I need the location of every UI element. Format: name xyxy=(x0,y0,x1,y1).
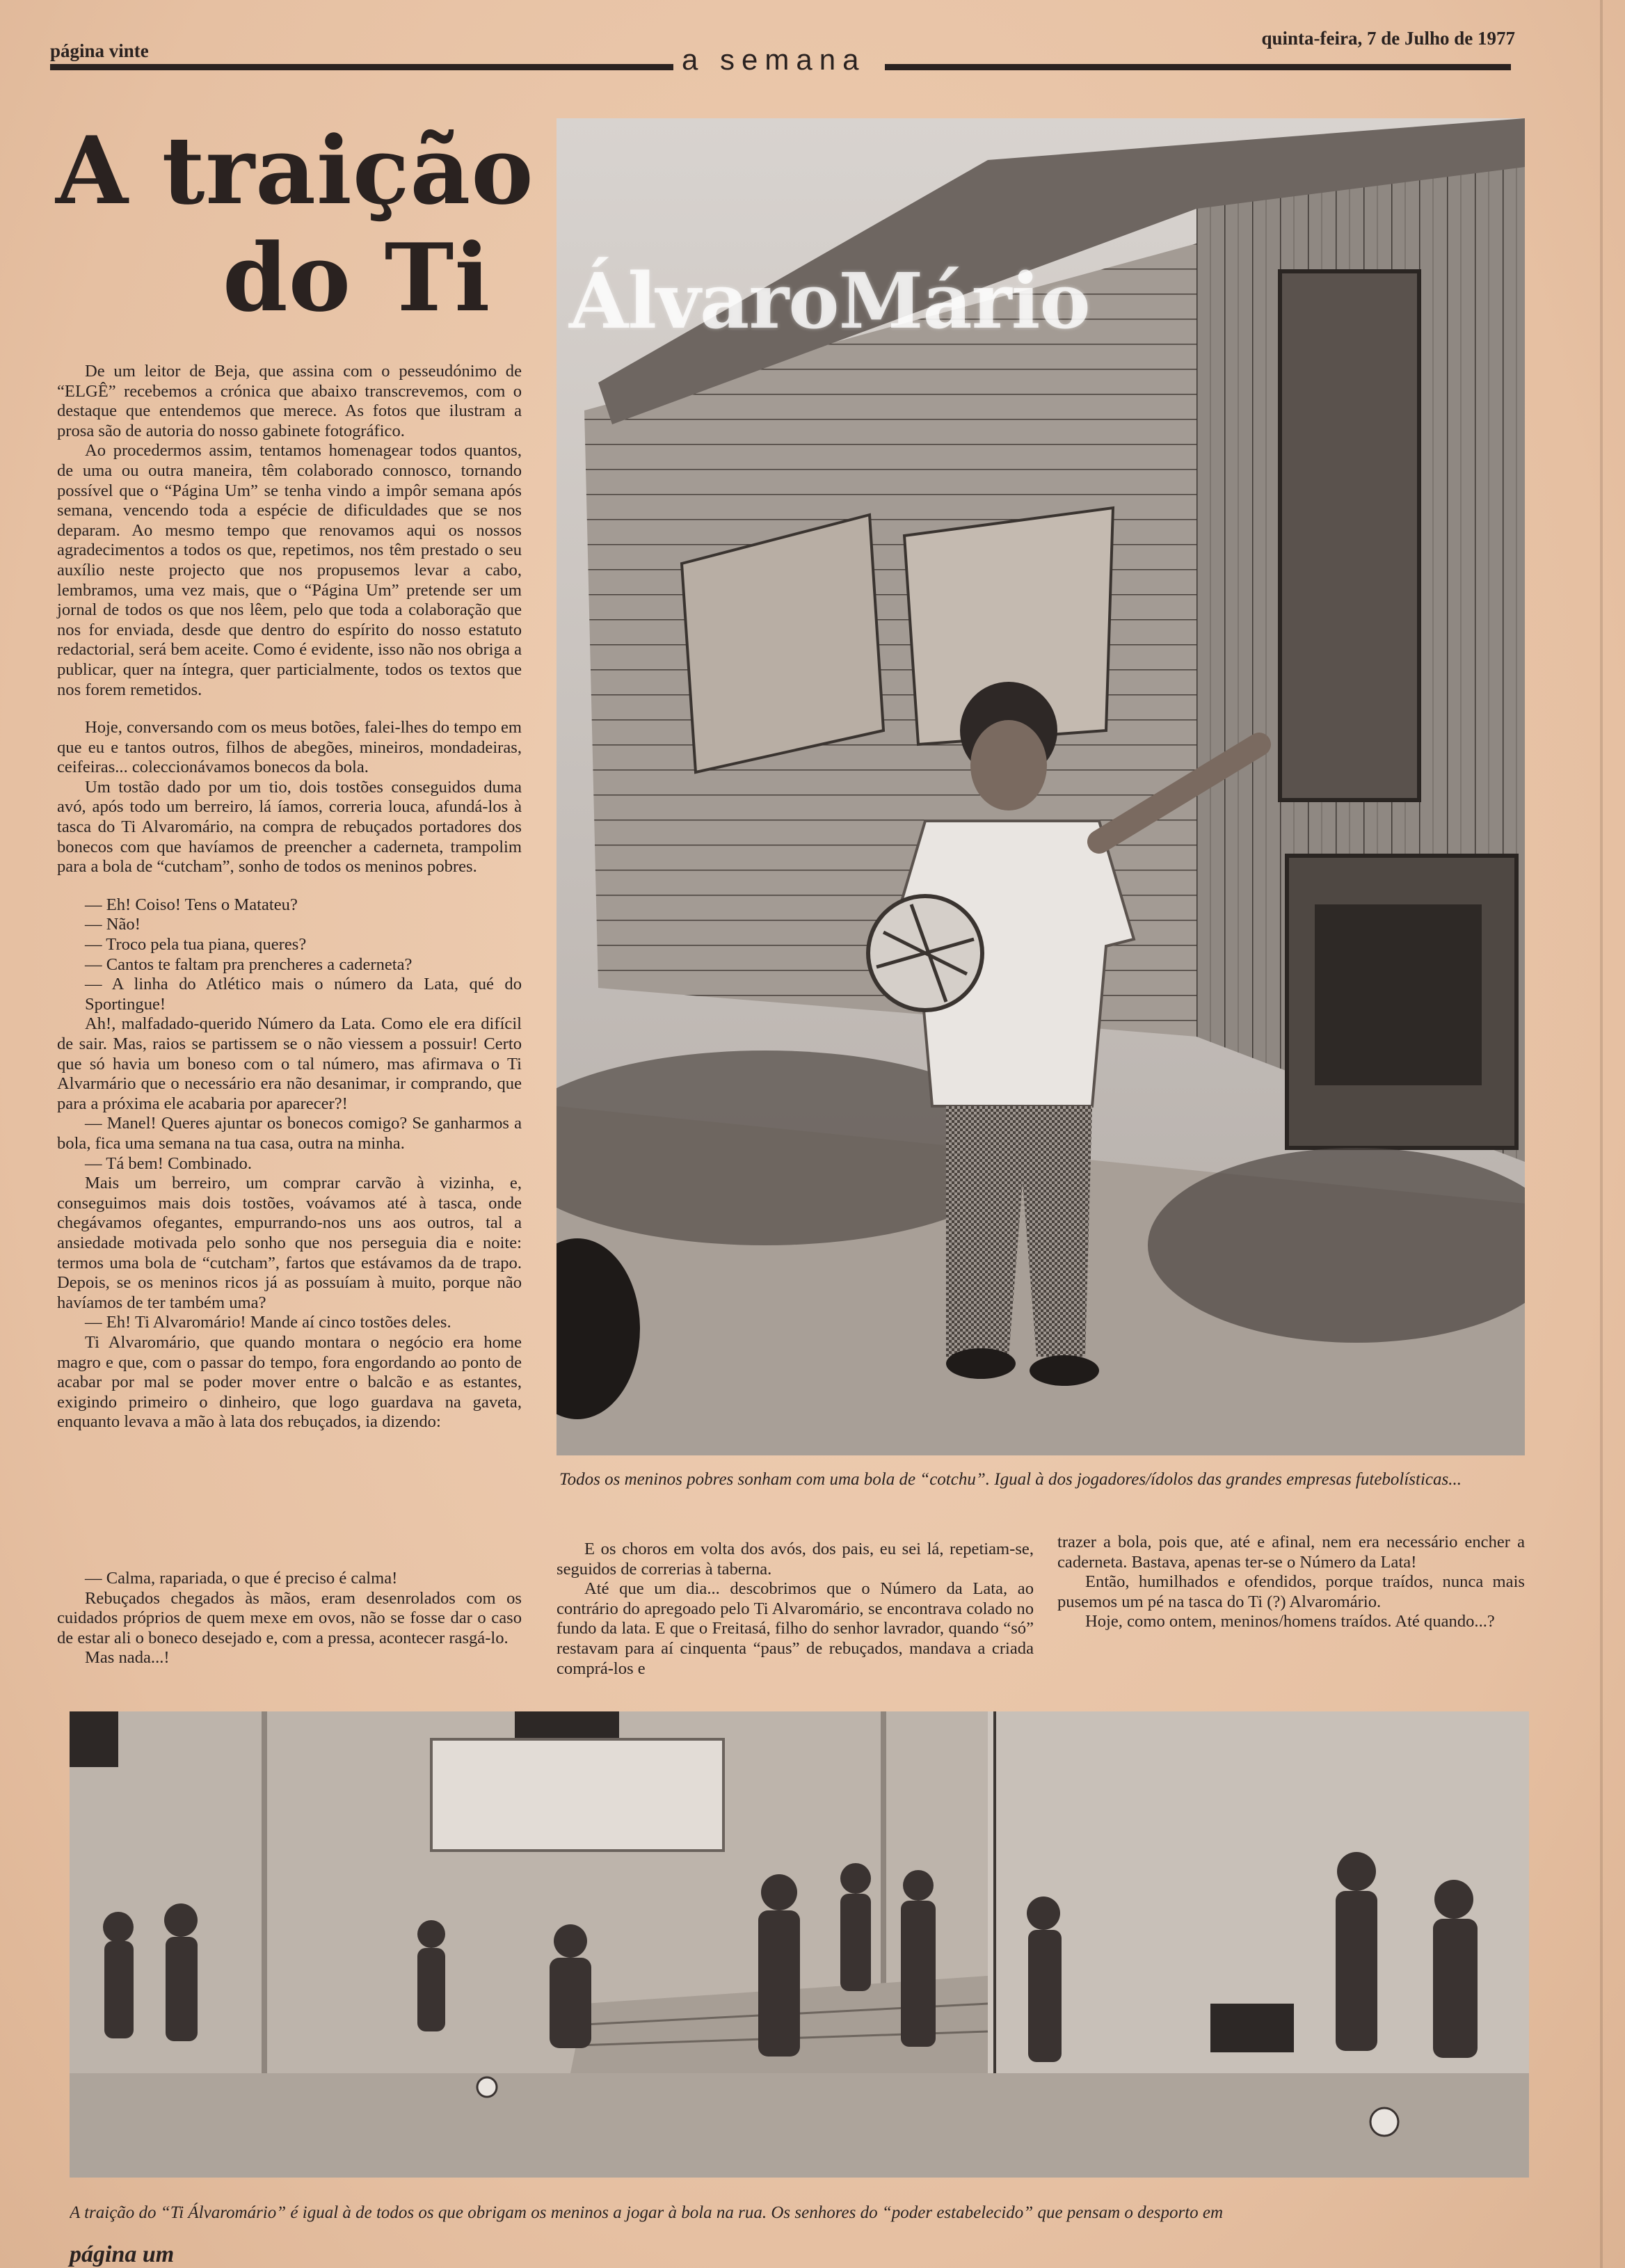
body-paragraph: trazer a bola, pois que, até e afinal, nem era necessário encher a caderneta. Bastava, apenas ter-se o Número da Lata! xyxy=(1057,1533,1525,1572)
body-paragraph: Hoje, conversando com os meus botões, falei-lhes do tempo em que eu e tantos outros, filhos de abegões, mineiros, mondadeiras, ceifeiras... coleccionávamos bonecos da bola. xyxy=(57,718,522,777)
bottom-photo-kids-playing xyxy=(70,1711,1529,2178)
headline-name-overlay: ÁlvaroMário xyxy=(569,256,1090,346)
dialogue-line: — A linha do Atlético mais o número da Lata, qué do Sportingue! xyxy=(85,975,522,1014)
intro-paragraph: De um leitor de Beja, que assina com o pesseudónimo de “ELGÊ” recebemos a crónica que abaixo transcrevemos, com o destaque que entendemos que merece. As fotos que ilustram a prosa são de autoria do nosso gabinete fotográfico. xyxy=(57,362,522,440)
body-paragraph: — Manel! Queres ajuntar os bonecos comigo? Se ganharmos a bola, fica uma semana na tua casa, outra na minha. xyxy=(57,1114,522,1153)
header-rule-left xyxy=(50,64,673,70)
body-paragraph: Rebuçados chegados às mãos, eram desenrolados com os cuidados próprios de quem mexe em ovos, não se fosse dar o caso de estar ali o boneco desejado e, com a pressa, acontecer rasgá-lo. xyxy=(57,1588,522,1647)
body-paragraph: Mas nada...! xyxy=(85,1648,170,1668)
headline-line-1: A traição xyxy=(56,115,534,225)
dialogue-line: — Cantos te faltam pra prencheres a caderneta? xyxy=(85,955,413,974)
body-paragraph: — Calma, rapariada, o que é preciso é calma! xyxy=(85,1569,398,1588)
dialogue-line: — Troco pela tua piana, queres? xyxy=(85,935,307,955)
body-paragraph: Ah!, malfadado-querido Número da Lata. Como ele era difícil de sair. Mas, raios se partissem se o não viessem a possuir! Certo que só havia um boneso com o tal número, mas afirmava o Ti Alvarmário que o necessário era não desanimar, ir comprando, que para a próxima ele acabaria por aparecer?! xyxy=(57,1014,522,1113)
body-paragraph: E os choros em volta dos avós, dos pais, eu sei lá, repetiam-se, seguidos de correrias à taberna. xyxy=(557,1540,1034,1579)
issue-date: quinta-feira, 7 de Julho de 1977 xyxy=(1261,28,1515,49)
page-edge xyxy=(1600,0,1603,2268)
body-paragraph: — Eh! Ti Alvaromário! Mande aí cinco tostões deles. xyxy=(85,1313,451,1332)
body-paragraph: Um tostão dado por um tio, dois tostões conseguidos duma avó, após todo um berreiro, lá íamos, correria louca, afundá-los à tasca do Ti Alvaromário, na compra de rebuçados portadores dos bonecos com que havíamos de preencher a caderneta, trampolim para a bola de “cutcham”, sonho de todos os meninos pobres. xyxy=(57,777,522,877)
body-paragraph: Mais um berreiro, um comprar carvão à vizinha, e, conseguimos mais dois tostões, voávamos até à tasca, onde chegávamos ofegantes, empurrando-nos uns aos outros, tal a ansiedade motivada pelo sonho que nos perseguia dia e noite: termos uma bola de “cutcham”, fartos que estávamos da de trapo. Depois, se os meninos ricos já as possuíam à muito, porque não havíamos de ter também uma? xyxy=(57,1174,522,1312)
body-paragraph: Hoje, como ontem, meninos/homens traídos. Até quando...? xyxy=(1085,1612,1495,1631)
headline xyxy=(56,117,543,331)
article-column-1 xyxy=(57,362,522,1432)
main-photo-caption: Todos os meninos pobres sonham com uma bola de “cotchu”. Igual à dos jogadores/ídolos das grandes empresas futebolísticas... xyxy=(559,1470,1462,1489)
article-column-1-end xyxy=(57,1569,522,1668)
page-number-label: página vinte xyxy=(50,40,149,61)
article-column-3 xyxy=(1057,1533,1525,1632)
bottom-photo-caption: A traição do “Ti Álvaromário” é igual à de todos os que obrigam os meninos a jogar à bola na rua. Os senhores do “poder estabelecido” que pensam o desporto em xyxy=(70,2203,1224,2222)
dialogue-line: — Eh! Coiso! Tens o Matateu? xyxy=(85,895,298,914)
header-rule-right xyxy=(885,64,1511,70)
headline-line-2: do Ti xyxy=(223,223,491,333)
body-paragraph: Ti Alvaromário, que quando montara o negócio era home magro e que, com o passar do tempo, fora engordando ao ponto de acabar por mal se poder mover entre o balcão e as estantes, exigindo primeiro o dinheiro, que logo guardava na gaveta, enquanto levava a mão à lata dos rebuçados, ia dizendo: xyxy=(57,1332,522,1432)
article-column-2 xyxy=(557,1540,1034,1679)
section-title: a semana xyxy=(682,43,866,76)
footer-masthead: página um xyxy=(70,2242,175,2267)
body-paragraph: — Tá bem! Combinado. xyxy=(85,1153,252,1173)
dialogue-line: — Não! xyxy=(85,915,141,934)
body-paragraph: Então, humilhados e ofendidos, porque traídos, nunca mais pusemos um pé na tasca do Ti (?) Alvaromário. xyxy=(1057,1572,1525,1611)
intro-paragraph: Ao procedermos assim, tentamos homenagear todos quantos, de uma ou outra maneira, têm colaborado connosco, tornando possível que o “Página Um” se tenha vindo a impôr semana após semana, vencendo toda a espécie de dificuldades que se nos deparam. Ao mesmo tempo que renovamos aqui os nossos agradecimentos a todos os que, repetimos, nos têm prestado o seu auxílio neste projecto que nos propusemos levar a cabo, lembramos, uma vez mais, que o “Página Um” pretende ser um jornal de todos os que nos lêem, pelo que toda a colaboração que nos for enviada, desde que dentro do espírito do nosso estatuto redactorial, será bem aceite. Como é evidente, isso não nos obriga a publicar, quer na íntegra, quer particialmente, todos os textos que nos forem remetidos. xyxy=(57,441,522,699)
body-paragraph: Até que um dia... descobrimos que o Número da Lata, ao contrário do apregoado pelo Ti Alvaromário, se encontrava colado no fundo da lata. E que o Freitasá, filho do senhor lavrador, quando “só” restavam para aí cinquenta “paus” de rebuçados, mandava a criada comprá-los e xyxy=(557,1579,1034,1678)
